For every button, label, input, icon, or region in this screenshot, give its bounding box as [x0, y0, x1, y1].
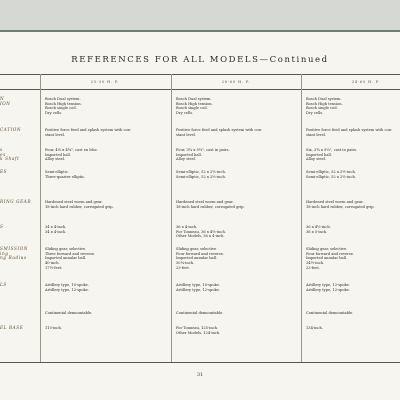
row-label-line: ION — [0, 100, 11, 106]
spec-line: Hardened steel worm and gear. — [176, 200, 234, 204]
spec-line: Continental demountable. — [45, 311, 93, 315]
spec-line: Four forward and reverse. — [306, 251, 354, 256]
spec-cell-2 — [176, 170, 296, 179]
row-label — [0, 148, 40, 162]
spec-line: Other Models, 36 x 4-inch. — [176, 234, 225, 239]
spec-line: Continental demountable. — [176, 311, 224, 315]
spec-line: 110-inch. — [45, 326, 63, 330]
row-label-line: s — [0, 147, 3, 152]
spec-line: Bosch single coil. — [45, 106, 77, 111]
spec-cell-2 — [176, 97, 296, 116]
row-label-line: EL BASE — [0, 325, 24, 330]
spec-line: 134-inch. — [306, 326, 324, 330]
spec-cell-3 — [306, 200, 400, 209]
spec-cell-1 — [45, 326, 165, 331]
column-header-3: 34-60 H. P. — [351, 80, 381, 84]
spec-line: 36 x 5-inch. — [306, 229, 328, 234]
spec-line: For Tonneau, 125-inch. — [176, 326, 219, 330]
column-header-1: 25-30 H. P. — [90, 80, 120, 84]
spec-line: Bosch single coil. — [176, 106, 208, 111]
spec-line: Sliding gear, selective. — [45, 247, 87, 251]
spec-line: Artillery type, 10-spoke. — [176, 283, 220, 287]
spec-cell-3 — [306, 128, 400, 137]
row-label-line: ng Radius — [0, 255, 27, 261]
page-number: 31 — [196, 372, 204, 378]
spec-line: Hardened steel worm and gear. — [306, 200, 364, 204]
spec-line: Six, 3¾ x 5¼", cast in pairs. — [306, 148, 358, 152]
row-label-line: LS — [0, 282, 7, 287]
spec-cell-2 — [176, 128, 296, 137]
spec-line: Artillery type, 12-spoke. — [176, 287, 220, 292]
spec-line: Dry cells. — [176, 111, 194, 116]
spec-cell-2 — [176, 200, 296, 209]
spec-line: 23-feet. — [176, 265, 190, 270]
row-label-line: ES — [0, 169, 8, 174]
spec-cell-2 — [176, 247, 296, 271]
spec-line: Semi-elliptic, 52 x 2½-inch. — [176, 174, 226, 179]
spec-line: Sliding gear, selective. — [306, 247, 348, 251]
spec-line: Artillery type, 12-spoke. — [45, 287, 89, 292]
row-label-line: SMISSION — [0, 246, 29, 251]
top-band — [0, 0, 400, 30]
spec-line: Imported ball. — [306, 152, 332, 157]
spec-cell-1 — [45, 283, 165, 292]
spec-cell-2 — [176, 225, 296, 239]
spec-line: Bosch High tension. — [176, 101, 213, 106]
spec-line: Four, 3¾ x 5¼", cast in pairs. — [176, 148, 230, 152]
row-label — [0, 97, 40, 106]
spec-line: Alloy steel. — [45, 157, 66, 162]
spec-cell-2 — [176, 283, 296, 292]
spec-cell-3 — [306, 283, 400, 292]
spec-line: Artillery type, 12-spoke. — [306, 283, 350, 287]
spec-line: Four, 4⅛ x 4¾", cast en bloc. — [45, 148, 99, 152]
spec-line: Imported annular ball. — [306, 256, 348, 261]
spec-line: Four forward and reverse. — [176, 251, 224, 256]
row-label-line: CATION — [0, 127, 22, 132]
spec-cell-1 — [45, 311, 165, 316]
column-header-2: 28-60 H. P. — [221, 80, 251, 84]
spec-line: stant level. — [45, 132, 66, 137]
spec-cell-2 — [176, 326, 296, 335]
spec-cell-3 — [306, 97, 400, 116]
spec-cell-3 — [306, 311, 400, 316]
spec-line: Sliding gear, selective. — [176, 247, 218, 251]
spec-cell-1 — [45, 97, 165, 116]
spec-line: stant level. — [176, 132, 197, 137]
row-label-line: k Shaft — [0, 156, 20, 162]
row-label — [0, 128, 40, 133]
spec-cell-1 — [45, 170, 165, 179]
spec-line: Positive force feed and splash system with con- — [176, 128, 263, 132]
spec-line: 17½-feet. — [45, 265, 63, 270]
row-label — [0, 283, 40, 288]
top-rule — [0, 30, 400, 32]
spec-line: Bosch Dual system. — [176, 97, 212, 101]
spec-line: 34 x 4-inch. — [45, 229, 67, 234]
spec-cell-3 — [306, 170, 400, 179]
row-label — [0, 200, 40, 205]
spec-line: Bosch Dual system. — [306, 97, 342, 101]
page-title: REFERENCES FOR ALL MODELS—Continued — [71, 55, 329, 65]
spec-cell-3 — [306, 247, 400, 271]
spec-line: 18-inch hard rubber, corrugated grip. — [176, 204, 245, 209]
spec-line: Alloy steel. — [306, 157, 327, 162]
spec-line: Bosch High tension. — [45, 101, 82, 106]
spec-cell-1 — [45, 128, 165, 137]
spec-line: Artillery type, 12-spoke. — [306, 287, 350, 292]
spec-line: 36 x 4½-inch. — [306, 225, 331, 229]
row-label-line: N — [0, 96, 5, 101]
row-label — [0, 225, 40, 230]
spec-line: 50¼-inch. — [176, 261, 195, 266]
spec-line: Semi-elliptic, 52 x 2½-inch. — [306, 170, 356, 174]
row-label-line: ing — [0, 250, 9, 256]
spec-line: Dry cells. — [45, 111, 63, 116]
row-label-line: RING GEAR — [0, 199, 32, 204]
spec-line: Bosch Dual system. — [45, 97, 81, 101]
spec-line: Imported ball. — [176, 152, 202, 157]
row-label — [0, 326, 40, 331]
spec-line: Hardened steel worm and gear. — [45, 200, 103, 204]
spec-line: Alloy steel. — [176, 157, 197, 162]
spec-line: 24½-inch. — [306, 261, 325, 266]
spec-cell-2 — [176, 148, 296, 162]
spec-line: Semi-elliptic, 52 x 2½-inch. — [306, 174, 356, 179]
spec-cell-3 — [306, 326, 400, 331]
spec-line: For Tonneau, 36 x 4½-inch. — [176, 229, 226, 234]
spec-line: 36 x 4-inch. — [176, 225, 198, 229]
spec-line: Positive force feed and splash system with con- — [306, 128, 393, 132]
spec-cell-1 — [45, 148, 165, 162]
spec-line: Artillery type, 10-spoke. — [45, 283, 89, 287]
column-divider — [171, 74, 172, 362]
spec-cell-3 — [306, 225, 400, 234]
bottom-rule — [0, 362, 400, 363]
spec-line: Three-quarter elliptic. — [45, 174, 86, 179]
spec-cell-1 — [45, 225, 165, 234]
spec-line: 18-inch hard rubber, corrugated grip. — [306, 204, 375, 209]
spec-cell-1 — [45, 247, 165, 271]
row-label-line: es — [0, 151, 6, 157]
spec-line: stant level. — [306, 132, 327, 137]
spec-line: Bosch High tension. — [306, 101, 343, 106]
spec-line: Other Models, 124-inch. — [176, 330, 221, 335]
spec-line: 18-inch hard rubber, corrugated grip. — [45, 204, 114, 209]
column-divider — [40, 74, 41, 362]
spec-cell-3 — [306, 148, 400, 162]
spec-line: Continental demountable. — [306, 311, 354, 315]
row-label — [0, 170, 40, 175]
spec-line: 40-inch. — [45, 261, 60, 266]
row-label — [0, 247, 40, 261]
spec-line: Imported annular ball. — [176, 256, 218, 261]
spec-line: Imported annular ball. — [45, 256, 87, 261]
spec-line: Bosch single coil. — [306, 106, 338, 111]
column-header-rule — [0, 89, 400, 90]
spec-line: Semi-elliptic. — [45, 170, 69, 174]
spec-line: Positive force feed and splash system with con- — [45, 128, 132, 132]
header-rule — [0, 74, 400, 75]
row-label-line: S — [0, 224, 4, 229]
spec-line: Imported ball. — [45, 152, 71, 157]
spec-line: 34 x 4-inch. — [45, 225, 67, 229]
spec-line: Three forward and reverse. — [45, 251, 96, 256]
column-divider — [301, 74, 302, 362]
spec-cell-2 — [176, 311, 296, 316]
spec-line: 23-feet. — [306, 265, 320, 270]
spec-cell-1 — [45, 200, 165, 209]
spec-line: Dry cells. — [306, 111, 324, 116]
spec-line: Semi-elliptic, 52 x 2½-inch. — [176, 170, 226, 174]
